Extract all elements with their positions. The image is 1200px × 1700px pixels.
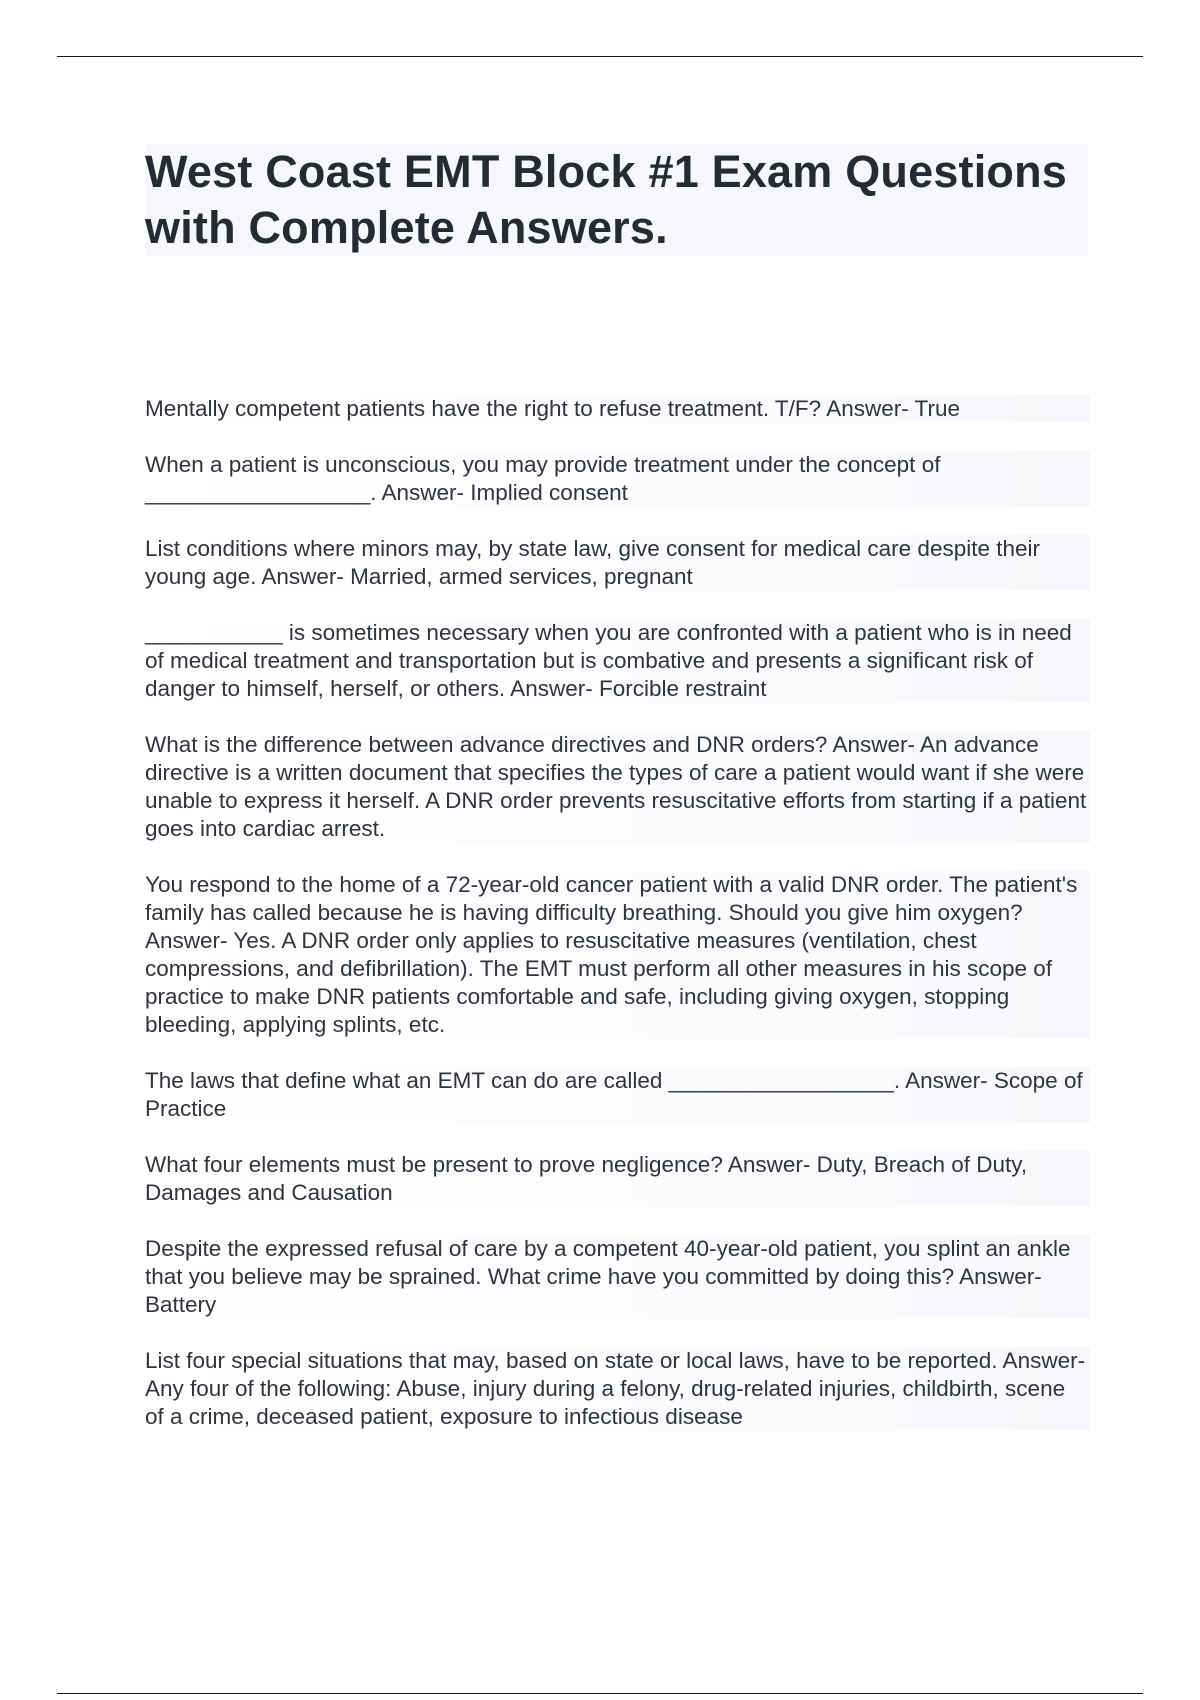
qa-text: List four special situations that may, based on state or local laws, have to be reported. Answer- Any four of the following: Abuse, injury during a felony, drug-related injuries, childbirth, scene of a crime, deceased patient, exposure to infectious disease <box>145 1348 1086 1429</box>
qa-text: ___________ is sometimes necessary when you are confronted with a patient who is in need of medical treatment and transportation but is combative and presents a significant risk of danger to himself, herself, or others. Answer- Forcible restraint <box>145 620 1072 701</box>
bottom-rule <box>57 1693 1143 1694</box>
qa-item <box>145 619 1090 703</box>
qa-list <box>145 395 1090 1459</box>
qa-item <box>145 731 1090 843</box>
qa-item <box>145 451 1090 507</box>
qa-text: Despite the expressed refusal of care by a competent 40-year-old patient, you splint an ankle that you believe may be sprained. What crime have you committed by doing this? Answer- Battery <box>145 1236 1071 1317</box>
qa-item <box>145 1151 1090 1207</box>
qa-text: What four elements must be present to prove negligence? Answer- Duty, Breach of Duty, Damages and Causation <box>145 1152 1028 1205</box>
top-rule <box>57 56 1143 57</box>
qa-text: You respond to the home of a 72-year-old cancer patient with a valid DNR order. The patient's family has called because he is having difficulty breathing. Should you give him oxygen? Answer- Yes. A DNR order only applies to resuscitative measures (ventilation, chest compressions, and defibrillation). The EMT must perform all other measures in his scope of practice to make DNR patients comfortable and safe, including giving oxygen, stopping bleeding, applying splints, etc. <box>145 872 1078 1037</box>
qa-item <box>145 1235 1090 1319</box>
qa-text: Mentally competent patients have the right to refuse treatment. T/F? Answer- True <box>145 396 960 421</box>
qa-text: List conditions where minors may, by state law, give consent for medical care despite their young age. Answer- Married, armed services, pregnant <box>145 536 1041 589</box>
qa-item <box>145 871 1090 1039</box>
qa-text: What is the difference between advance directives and DNR orders? Answer- An advance directive is a written document that specifies the types of care a patient would want if she were unable to express it herself. A DNR order prevents resuscitative efforts from starting if a patient goes into cardiac arrest. <box>145 732 1087 841</box>
qa-item <box>145 395 1090 423</box>
qa-text: When a patient is unconscious, you may provide treatment under the concept of __________________. Answer- Implied consent <box>145 452 941 505</box>
title-block <box>145 144 1088 256</box>
document-title: West Coast EMT Block #1 Exam Questions with Complete Answers. <box>145 146 1068 253</box>
qa-item <box>145 1347 1090 1431</box>
qa-item <box>145 535 1090 591</box>
qa-item <box>145 1067 1090 1123</box>
qa-text: The laws that define what an EMT can do are called __________________. Answer- Scope of Practice <box>145 1068 1083 1121</box>
